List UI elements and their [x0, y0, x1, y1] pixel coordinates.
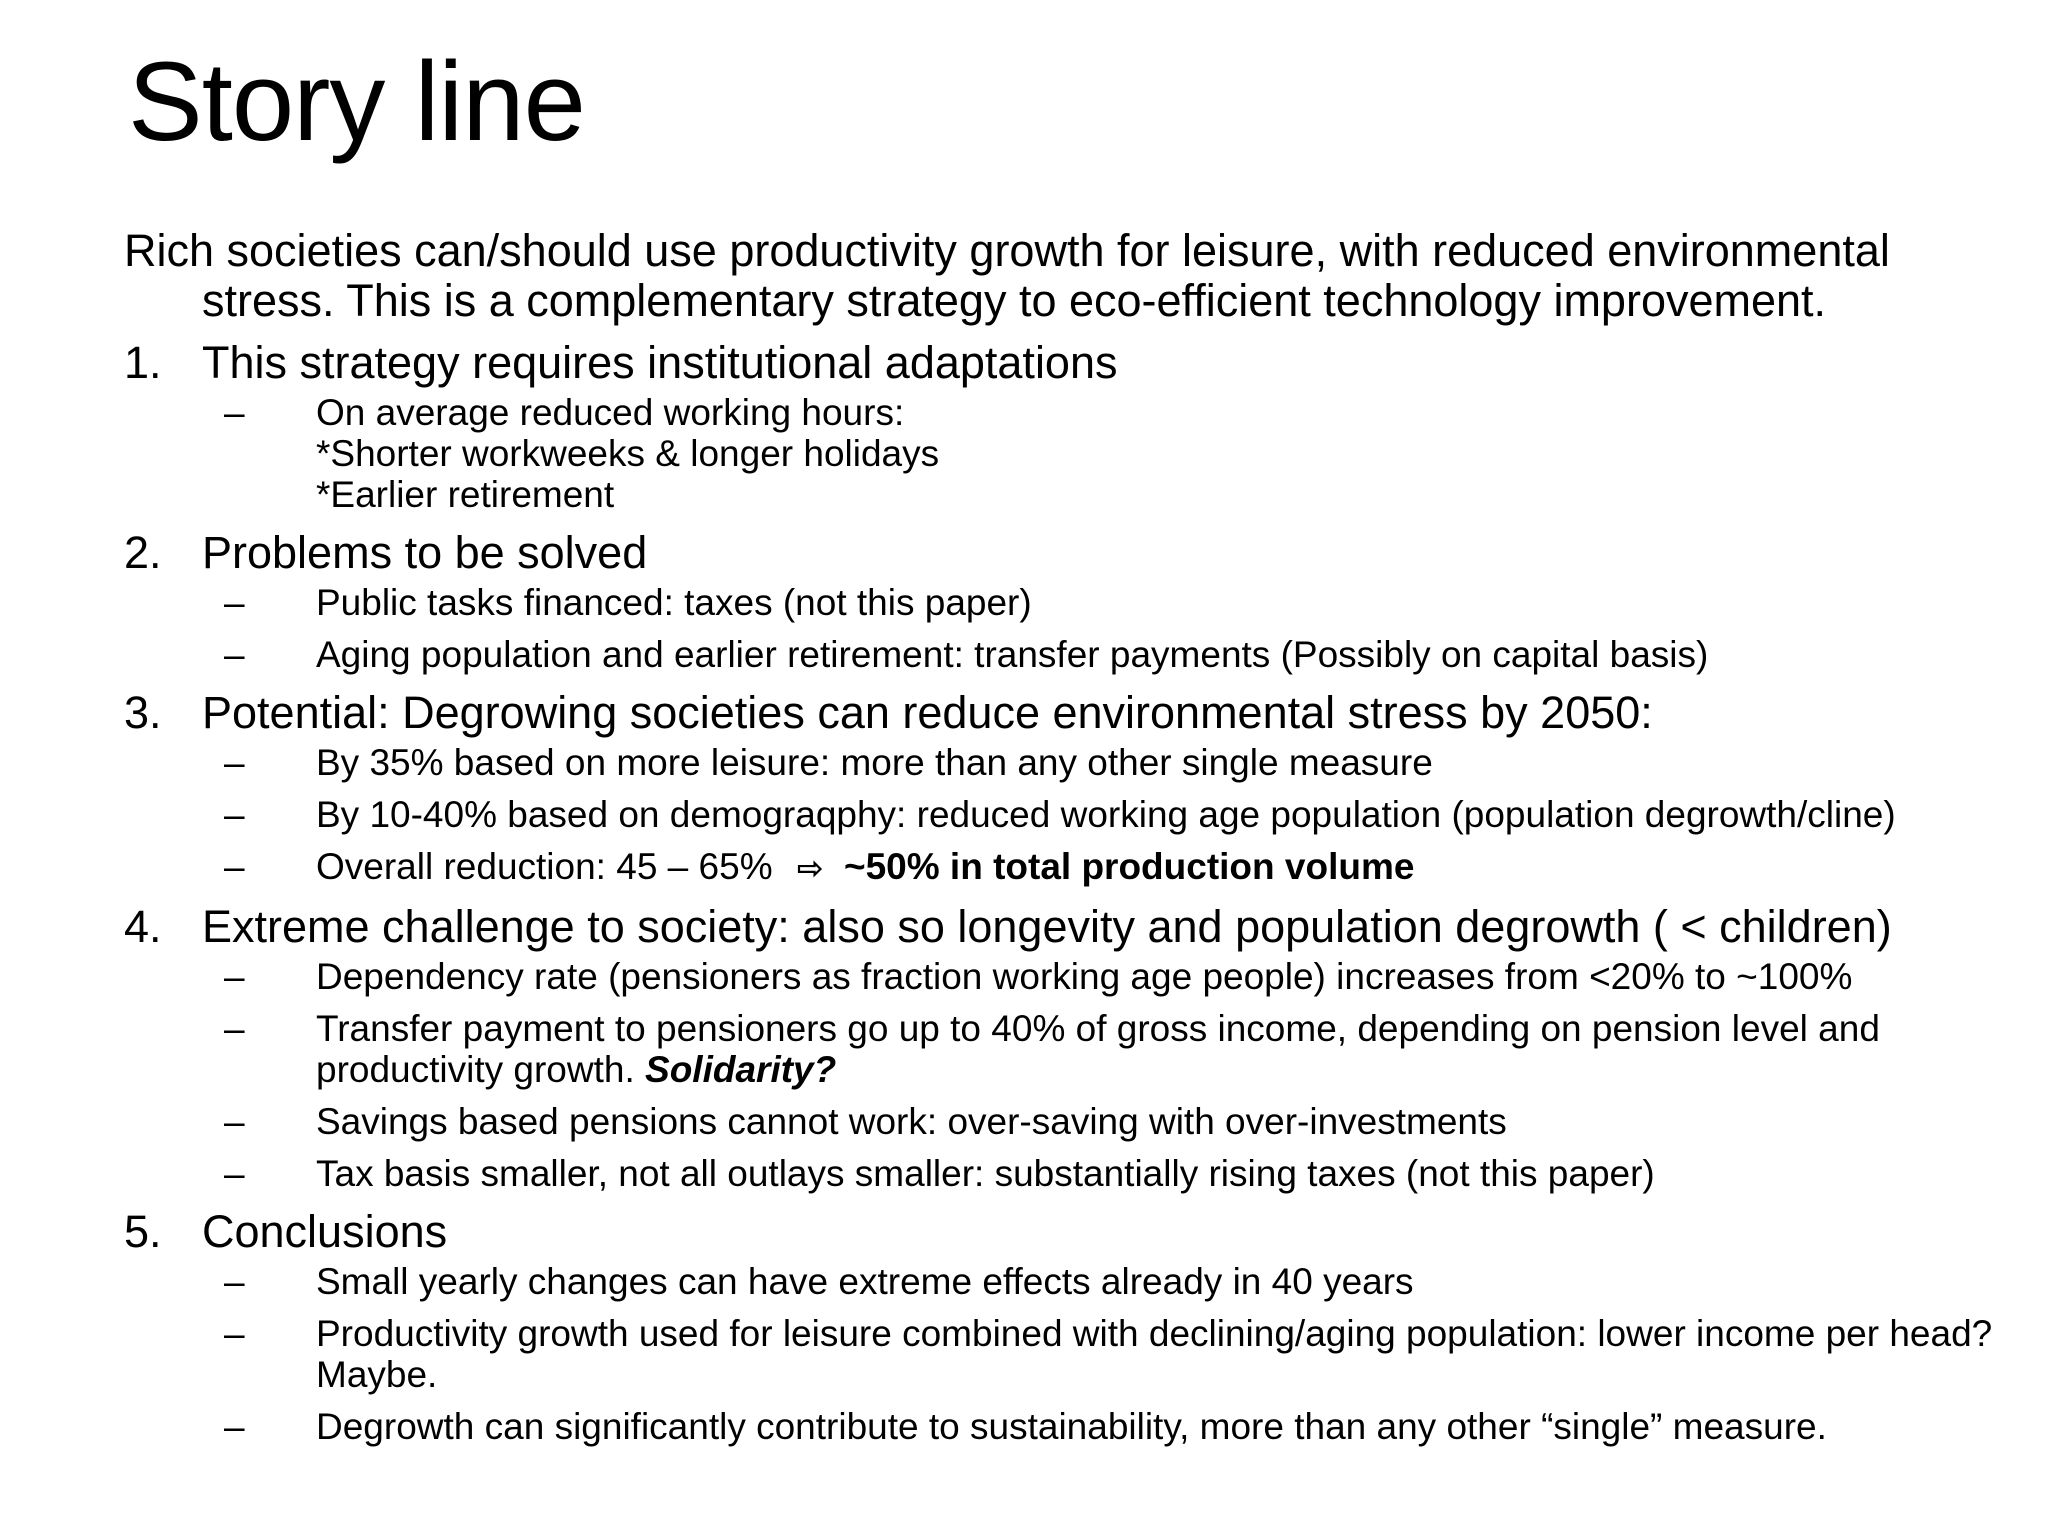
numbered-item-2: [124, 526, 2024, 675]
numbered-item-3: [124, 686, 2024, 889]
sub-bullet: [124, 956, 2024, 997]
item-heading: This strategy requires institutional adaptations: [202, 337, 1118, 388]
sub-bullet-text: Tax basis smaller, not all outlays smaller: substantially rising taxes (not this paper): [316, 1153, 1655, 1194]
dash-bullet: –: [224, 1406, 245, 1447]
sub-bullet-text: Dependency rate (pensioners as fraction working age people) increases from <20% to ~100%: [316, 956, 1853, 997]
dash-bullet: –: [224, 742, 245, 783]
item-number: 4.: [124, 901, 162, 952]
sub-bullet: [124, 1153, 2024, 1194]
sub-bullet: [124, 634, 2024, 675]
dash-bullet: –: [224, 392, 245, 433]
dash-bullet: –: [224, 1153, 245, 1194]
sub-bullet: [124, 1261, 2024, 1302]
sub-bullet-line: *Earlier retirement: [316, 474, 615, 515]
dash-bullet: –: [224, 956, 245, 997]
dash-bullet: –: [224, 846, 245, 887]
numbered-item-1: [124, 336, 2024, 515]
right-arrow-icon: ⇨: [796, 849, 824, 887]
dash-bullet: –: [224, 1101, 245, 1142]
dash-bullet: –: [224, 1261, 245, 1302]
sub-bullet-text: Aging population and earlier retirement: transfer payments (Possibly on capital basis): [316, 634, 1709, 675]
item-number: 3.: [124, 687, 162, 738]
dash-bullet: –: [224, 634, 245, 675]
item-number: 2.: [124, 527, 162, 578]
sub-bullet: [124, 392, 2024, 515]
slide-title: Story line: [128, 39, 585, 164]
sub-bullet-text: Productivity growth used for leisure combined with declining/aging population: lower income per head? Maybe.: [316, 1313, 1993, 1395]
sub-bullet-line: On average reduced working hours:: [316, 392, 905, 433]
item-number: 5.: [124, 1206, 162, 1257]
dash-bullet: –: [224, 1008, 245, 1049]
sub-bullet-text: Overall reduction: 45 – 65%: [316, 846, 773, 887]
item-heading: Extreme challenge to society: also so longevity and population degrowth ( < children): [202, 901, 1892, 952]
sub-bullet: [124, 846, 2024, 889]
intro-paragraph: Rich societies can/should use productivity growth for leisure, with reduced environmental stress. This is a complementary strategy to eco-efficient technology improvement.: [124, 225, 1890, 326]
sub-bullet-text: By 35% based on more leisure: more than any other single measure: [316, 742, 1433, 783]
sub-bullet-text: Savings based pensions cannot work: over-saving with over-investments: [316, 1101, 1507, 1142]
item-number: 1.: [124, 337, 162, 388]
sub-bullet: [124, 1101, 2024, 1142]
sub-bullet-line: *Shorter workweeks & longer holidays: [316, 433, 940, 474]
sub-bullet: [124, 1008, 2024, 1090]
item-heading: Potential: Degrowing societies can reduce environmental stress by 2050:: [202, 687, 1653, 738]
sub-bullet-text: Degrowth can significantly contribute to sustainability, more than any other “single” measure.: [316, 1406, 1827, 1447]
sub-bullet-text: By 10-40% based on demograqphy: reduced working age population (population degrowth/cline): [316, 794, 1896, 835]
sub-bullet-text: Small yearly changes can have extreme effects already in 40 years: [316, 1261, 1414, 1302]
numbered-item-4: [124, 900, 2024, 1194]
sub-bullet-text: Transfer payment to pensioners go up to 40% of gross income, depending on pension level and productivity growth.: [316, 1008, 1880, 1090]
sub-bullet-text: Public tasks financed: taxes (not this paper): [316, 582, 1032, 623]
sub-bullet: [124, 1313, 2024, 1395]
sub-bullet: [124, 742, 2024, 783]
emphasis-text: Solidarity?: [645, 1049, 837, 1090]
slide-body: [124, 226, 2024, 1458]
sub-bullet: [124, 794, 2024, 835]
dash-bullet: –: [224, 582, 245, 623]
sub-bullet: [124, 1406, 2024, 1447]
emphasis-text: ~50% in total production volume: [843, 846, 1415, 887]
sub-bullet: [124, 582, 2024, 623]
item-heading: Conclusions: [202, 1206, 448, 1257]
item-heading: Problems to be solved: [202, 527, 648, 578]
numbered-item-5: [124, 1205, 2024, 1447]
dash-bullet: –: [224, 794, 245, 835]
dash-bullet: –: [224, 1313, 245, 1354]
